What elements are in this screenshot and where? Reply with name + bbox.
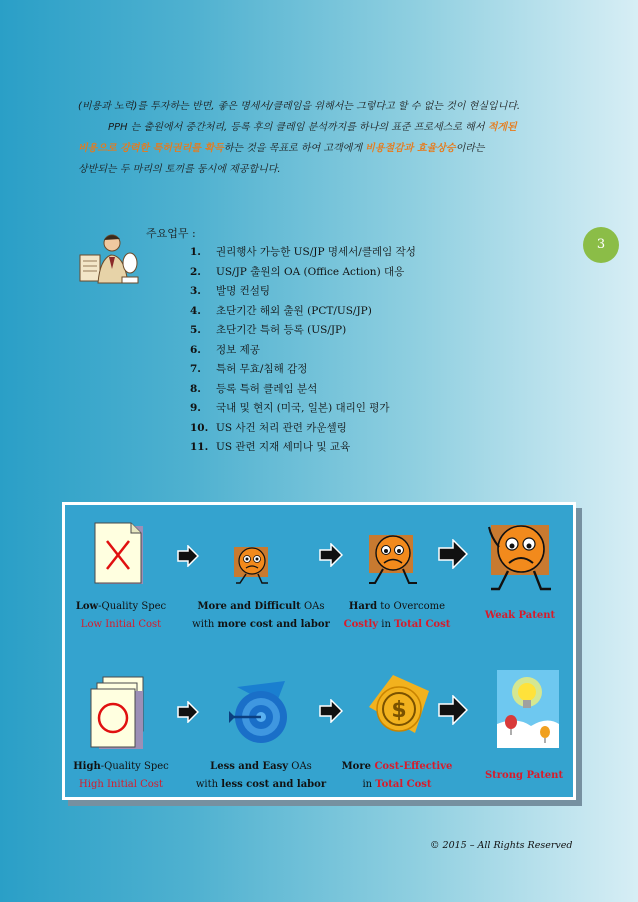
intro-highlight-3: 비용절감과 효율상승 [365,143,456,154]
copyright-text: © 2015 – All Rights Reserved [430,840,573,851]
task-text: 등록 특허 클레임 분석 [216,382,318,395]
high-initial-cost-text: Initial Cost [103,779,163,790]
target-bullseye-icon [225,677,293,749]
task-item [190,360,416,380]
intro-highlight-1: 적게된 [487,122,517,133]
oas-text: OAs [300,601,325,612]
high-quality-spec-text: -Quality Spec [100,761,169,772]
task-number: 5. [190,324,201,336]
task-number: 2. [190,265,201,278]
worried-face-large-icon [481,513,561,595]
intro-line-3 [78,138,578,159]
task-item [190,399,416,419]
task-item [190,302,416,322]
low-quality-label: Low [75,601,99,612]
task-text: US/JP 출원의 OA (Office Action) 대응 [216,265,405,278]
weak-patent-label: Weak Patent [484,610,556,621]
in-text: in [378,619,395,630]
task-number: 1. [190,246,201,258]
task-item [190,321,416,341]
costly-label: Costly [343,619,379,630]
svg-text:$: $ [391,698,407,723]
task-number: 11. [190,441,209,453]
task-number: 7. [190,363,201,375]
rejected-document-icon [93,521,147,589]
arrow-right-icon [438,695,468,725]
intro-line-3-end: 이라는 [455,143,485,154]
cost-effective-caption [337,758,457,794]
hard-to-overcome-caption [337,598,457,634]
arrow-right-icon [319,699,343,723]
tasks-list [190,243,416,458]
task-text: 초단기간 해외 출원 (PCT/US/JP) [216,304,372,317]
task-number: 3. [190,285,201,297]
cost-effective-label: Cost-Effective [374,761,453,772]
intro-line-2-text: PPH 는 출원에서 중간처리, 등록 후의 클레임 분석까지를 하나의 표준 프로세스로 해서 [108,122,488,133]
intro-line-4: 상반되는 두 마리의 토끼를 동시에 제공합니다. [78,164,281,175]
less-cost-labor-text: less cost and labor [221,779,327,790]
with-text: with [192,619,218,630]
task-item [190,243,416,263]
tasks-title: 주요업무 : [146,227,196,240]
arrow-right-icon [319,543,343,567]
task-item [190,282,416,302]
intro-text [78,96,578,180]
task-text: 권리행사 가능한 US/JP 명세서/클레임 작성 [216,246,416,258]
task-text: US 관련 지재 세미나 및 교육 [216,441,351,453]
to-overcome-text: to Overcome [377,601,446,612]
more-label: More [341,761,375,772]
worried-face-medium-icon [361,525,423,589]
task-text: 발명 컨설팅 [216,285,271,297]
less-easy-label: Less and Easy [210,761,289,772]
task-item [190,380,416,400]
page-number-badge: 3 [583,227,619,263]
in-text: in [362,779,376,790]
with-text: with [195,779,222,790]
task-item [190,341,416,361]
oas-text: OAs [288,761,312,772]
intro-line-2 [78,117,578,138]
more-difficult-oas-caption [183,598,339,634]
task-text: 초단기간 특허 등록 (US/JP) [216,324,347,336]
worried-face-small-icon [228,541,276,587]
lightbulb-balloons-icon [497,670,559,748]
intro-line-3-text: 하는 것을 목표로 하여 고객에게 [223,143,366,154]
intro-line-1: (비용과 노력)를 투자하는 반면, 좋은 명세서/클레임을 위해서는 그렇다고 할 수 없는 것이 현실입니다. [78,101,521,112]
arrow-right-icon [177,545,199,567]
low-initial-cost-text: Initial Cost [102,619,162,630]
hard-label: Hard [348,601,378,612]
low-quality-spec-text: -Quality Spec [98,601,167,612]
approved-documents-icon [89,675,149,751]
patent-flow-panel [62,502,576,800]
high-cost-label: High [79,779,104,790]
dollar-coin-icon [363,671,433,745]
low-cost-label: Low [80,619,103,630]
task-item [190,438,416,458]
task-number: 4. [190,304,201,317]
less-easy-oas-caption [183,758,339,794]
arrow-right-icon [177,701,199,723]
task-text: 국내 및 현지 (미국, 일본) 대리인 평가 [216,402,390,414]
total-cost-label: Total Cost [394,619,451,630]
businessman-figure-icon [78,225,140,287]
more-cost-labor-text: more cost and labor [217,619,330,630]
intro-highlight-2: 비용으로 강력한 특허권리를 확득 [78,143,224,154]
task-number: 6. [190,343,201,356]
task-number: 9. [190,402,201,414]
task-text: 특허 무효/침해 감정 [216,363,308,375]
high-quality-label: High [73,761,101,772]
task-item [190,263,416,283]
strong-patent-label: Strong Patent [484,770,564,781]
arrow-right-icon [438,539,468,569]
task-text: US 사건 처리 관련 카운셀링 [216,421,347,434]
more-difficult-label: More and Difficult [197,601,301,612]
task-item [190,419,416,439]
total-cost-label: Total Cost [375,779,432,790]
low-quality-spec-caption [65,598,177,634]
high-quality-spec-caption [65,758,177,794]
task-number: 10. [190,421,209,434]
task-text: 정보 제공 [216,343,260,356]
task-number: 8. [190,382,201,395]
